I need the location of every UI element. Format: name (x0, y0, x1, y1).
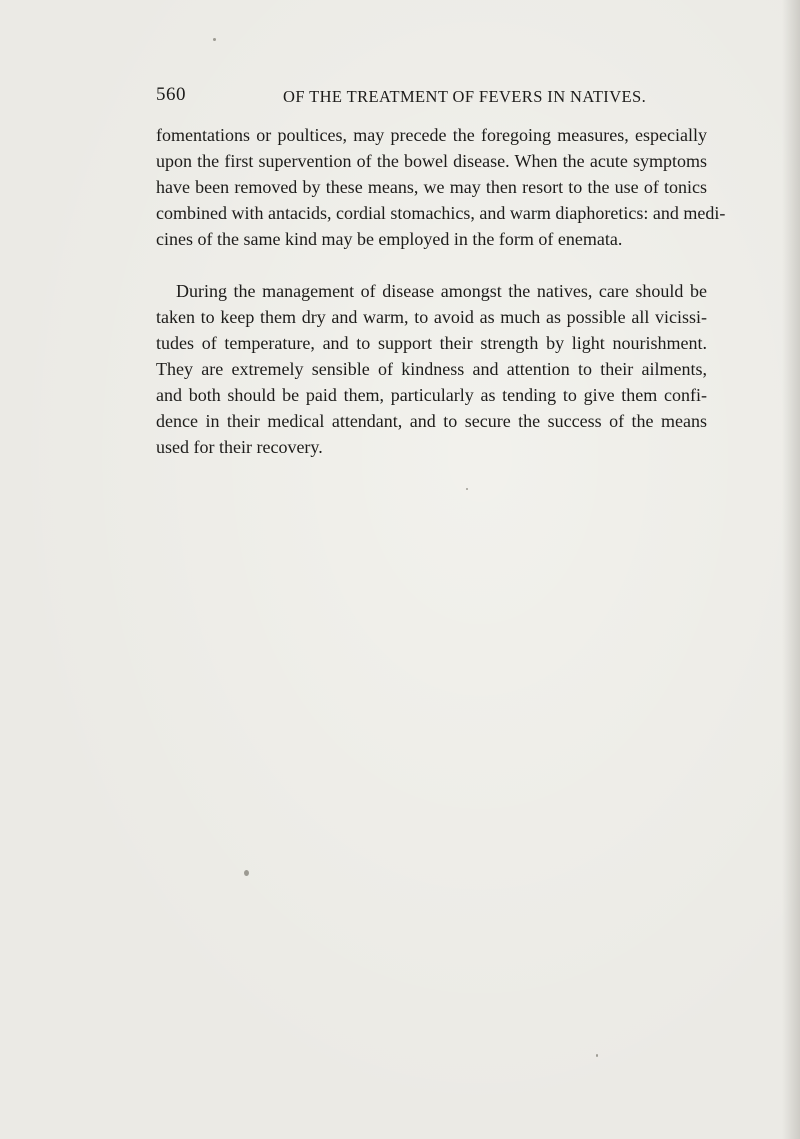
text-line: used for their recovery. (156, 437, 323, 457)
text-line: During the management of disease amongst the natives, care should be (176, 281, 707, 301)
text-line: cines of the same kind may be employed in the form of enemata. (156, 229, 623, 249)
text-line: upon the first supervention of the bowel disease. When the acute symptoms (156, 151, 707, 171)
paper-speck (466, 488, 468, 490)
paper-speck (596, 1054, 598, 1057)
text-line: combined with antacids, cordial stomachics, and warm diaphoretics: and medi- (156, 203, 726, 223)
paragraph-2 (156, 278, 707, 460)
paper-speck (244, 870, 249, 876)
paragraph-gap (156, 252, 707, 278)
text-line: They are extremely sensible of kindness and attention to their ailments, (156, 359, 707, 379)
paragraph-1 (156, 122, 726, 252)
paper-speck (213, 38, 216, 41)
running-head: OF THE TREATMENT OF FEVERS IN NATIVES. (283, 87, 647, 106)
text-line: taken to keep them dry and warm, to avoid as much as possible all vicissi- (156, 307, 707, 327)
page-edge-shadow (782, 0, 800, 1139)
page-header (156, 84, 647, 108)
text-line: and both should be paid them, particularly as tending to give them confi- (156, 385, 707, 405)
text-line: dence in their medical attendant, and to secure the success of the means (156, 411, 707, 431)
body-text (156, 122, 726, 460)
page-number: 560 (156, 84, 186, 105)
text-line: have been removed by these means, we may then resort to the use of tonics (156, 177, 707, 197)
text-line: tudes of temperature, and to support their strength by light nourishment. (156, 333, 707, 353)
text-line: fomentations or poultices, may precede the foregoing measures, especially (156, 125, 707, 145)
